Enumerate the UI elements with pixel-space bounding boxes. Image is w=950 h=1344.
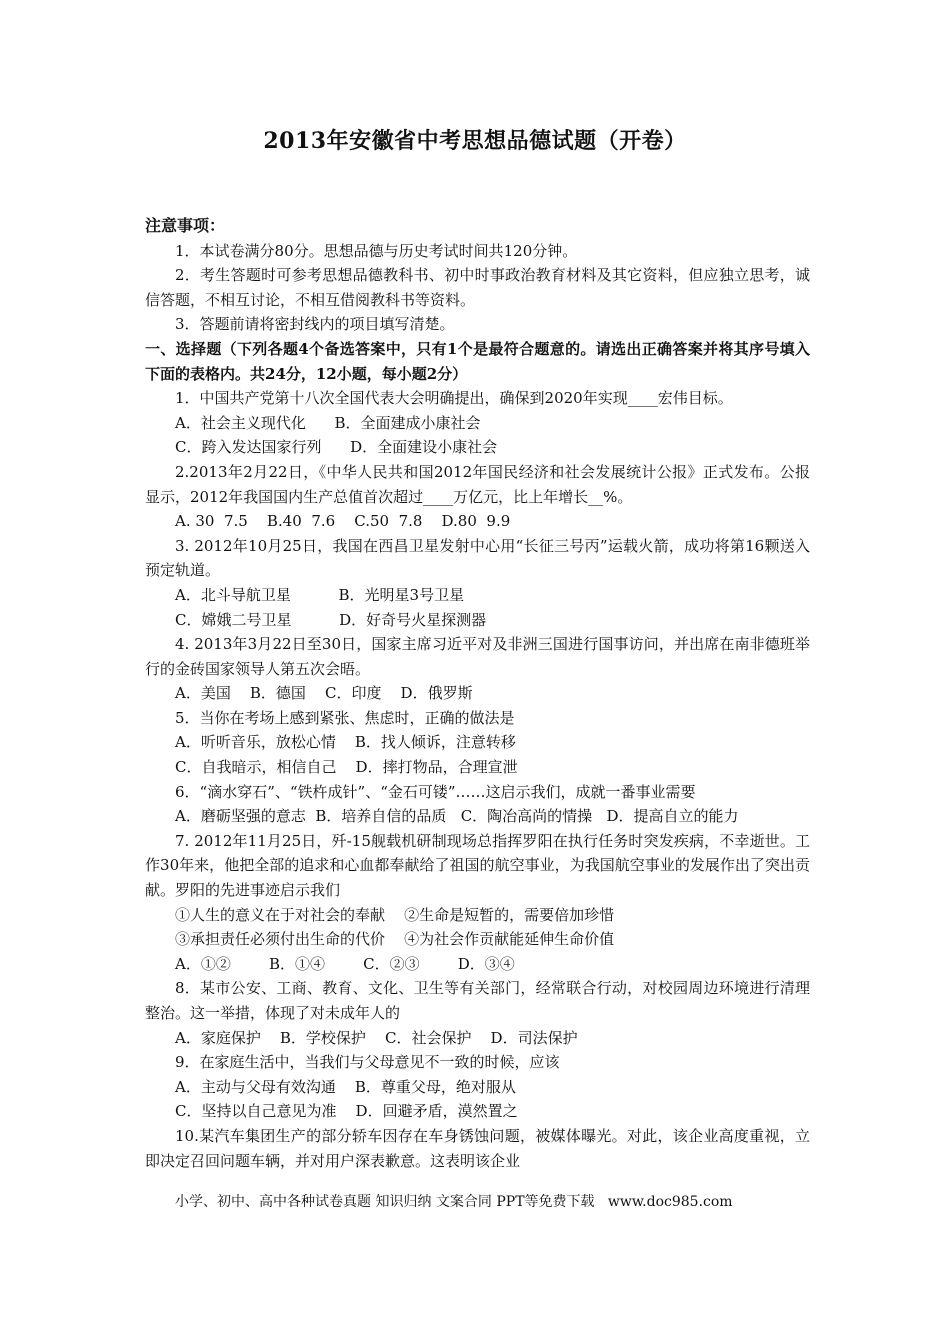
question-7: 7. 2012年11月25日，歼-15舰载机研制现场总指挥罗阳在执行任务时突发疾病，不幸逝世。工作30年来，他把全部的追求和心血都奉献给了祖国的航空事业，为我国航空事业的发展作出了突出贡献。罗阳的先进事迹启示我们	[145, 831, 810, 900]
question-5: 5．当你在考场上感到紧张、焦虑时，正确的做法是	[175, 708, 515, 727]
question-8: 8．某市公安、工商、教育、文化、卫生等有关部门，经常联合行动，对校园周边环境进行清理整治。这一举措，体现了对未成年人的	[145, 979, 810, 1022]
question-6-options: A．磨砺坚强的意志 B．培养自信的品质 C．陶冶高尚的情操 D．提高自立的能力	[175, 807, 739, 826]
question-7-statements-12: ①人生的意义在于对社会的奉献 ②生命是短暂的，需要倍加珍惜	[175, 905, 615, 924]
question-5-options-cd: C．自我暗示，相信自己 D．摔打物品，合理宣泄	[175, 758, 518, 777]
notice-heading: 注意事项：	[145, 216, 226, 235]
question-10: 10.某汽车集团生产的部分轿车因存在车身锈蚀问题，被媒体曝光。对此，该企业高度重视，立即决定召回问题车辆，并对用户深表歉意。这表明该企业	[145, 1126, 810, 1170]
question-4: 4. 2013年3月22日至30日，国家主席习近平对及非洲三国进行国事访问，并出席在南非德班举行的金砖国家领导人第五次会晤。	[145, 635, 810, 678]
question-9: 9．在家庭生活中，当我们与父母意见不一致的时候，应该	[175, 1053, 560, 1072]
question-3: 3. 2012年10月25日，我国在西昌卫星发射中心用“长征三号丙”运载火箭，成功将第16颗送入预定轨道。	[145, 536, 810, 580]
question-7-options: A．①② B．①④ C．②③ D．③④	[175, 954, 515, 973]
question-3-options-cd: C．嫦娥二号卫星 D．好奇号火星探测器	[175, 610, 487, 629]
question-9-options-ab: A．主动与父母有效沟通 B．尊重父母，绝对服从	[175, 1077, 516, 1096]
footer-ad-text: 小学、初中、高中各种试卷真题 知识归纳 文案合同 PPT等免费下载 www.doc985.com	[175, 1194, 733, 1210]
notice-item-2: 2．考生答题时可参考思想品德教科书、初中时事政治教育材料及其它资料，但应独立思考，诚信答题，不相互讨论，不相互借阅教科书等资料。	[145, 266, 810, 309]
question-1-options-ab: A．社会主义现代化 B．全面建成小康社会	[175, 413, 481, 432]
document-body	[145, 214, 810, 1173]
question-1: 1．中国共产党第十八次全国代表大会明确提出，确保到2020年实现____宏伟目标。	[175, 389, 733, 408]
notice-item-3: 3．答题前请将密封线内的项目填写清楚。	[175, 315, 455, 334]
question-5-options-ab: A．听听音乐，放松心情 B．找人倾诉，注意转移	[175, 733, 516, 752]
question-4-options: A．美国 B．德国 C．印度 D．俄罗斯	[175, 684, 473, 703]
question-6: 6．“滴水穿石”、“铁杵成针”、“金石可镂”……这启示我们，成就一番事业需要	[175, 782, 696, 801]
question-9-options-cd: C．坚持以自己意见为准 D．回避矛盾，漠然置之	[175, 1102, 518, 1121]
question-7-statements-34: ③承担责任必须付出生命的代价 ④为社会作贡献能延伸生命价值	[175, 930, 615, 949]
notice-item-1: 1．本试卷满分80分。思想品德与历史考试时间共120分钟。	[175, 241, 578, 260]
question-1-options-cd: C．跨入发达国家行列 D．全面建设小康社会	[175, 438, 498, 457]
question-8-options: A．家庭保护 B．学校保护 C．社会保护 D．司法保护	[175, 1028, 578, 1047]
question-2-options: A. 30 7.5 B.40 7.6 C.50 7.8 D.80 9.9	[175, 512, 511, 531]
section-heading: 一、选择题（下列各题4个备选答案中，只有1个是最符合题意的。请选出正确答案并将其序号填入下面的表格内。共24分，12小题，每小题2分）	[145, 339, 810, 383]
page-title: 2013年安徽省中考思想品德试题（开卷）	[263, 128, 687, 154]
question-3-options-ab: A．北斗导航卫星 B．光明星3号卫星	[175, 585, 465, 604]
question-2: 2.2013年2月22日，《中华人民共和国2012年国民经济和社会发展统计公报》正式发布。公报显示，2012年我国国内生产总值首次超过____万亿元，比上年增长__%。	[145, 462, 810, 506]
